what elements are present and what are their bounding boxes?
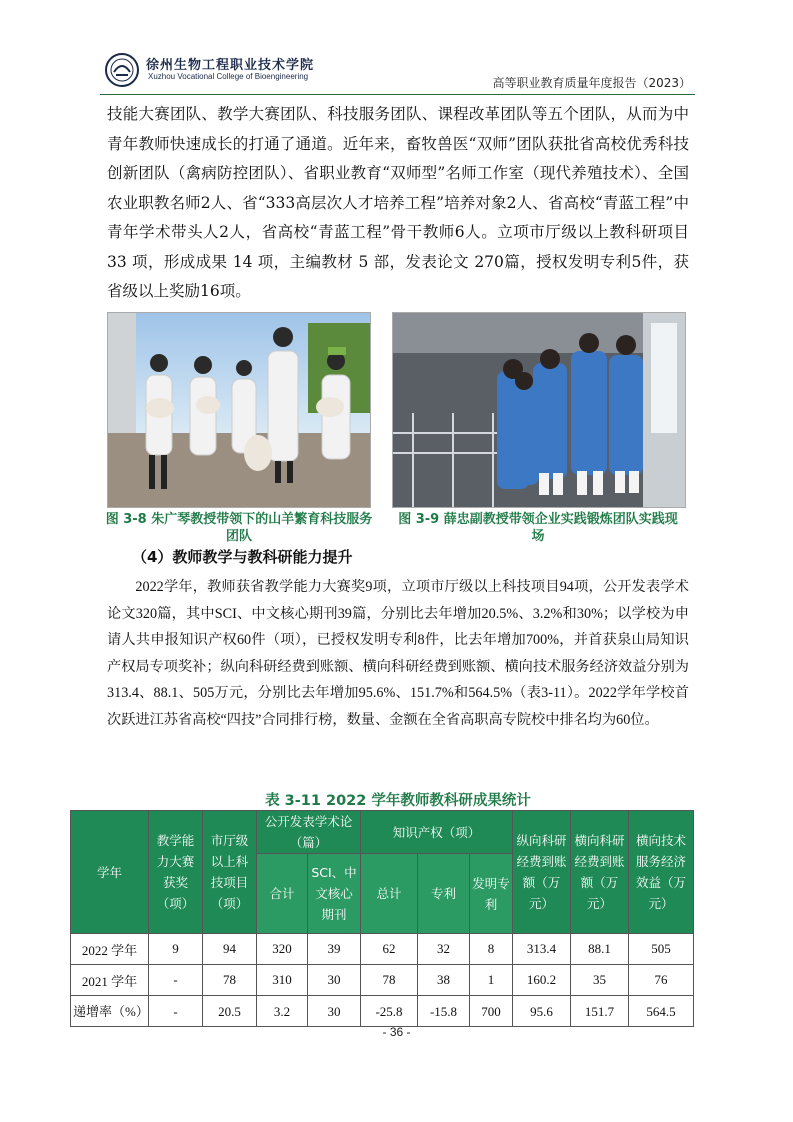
header-year: 学年 (71, 811, 149, 934)
figure-caption-3-9: 图 3-9 薛忠副教授带领企业实践锻炼团队实践现场 (398, 512, 678, 544)
header-papers-total: 合计 (257, 854, 308, 934)
cell-projects: 94 (203, 934, 257, 965)
cell-service: 76 (629, 965, 694, 996)
header-ip-total: 总计 (361, 854, 418, 934)
cell-ip-invention: 1 (470, 965, 513, 996)
cell-vertical: 313.4 (513, 934, 571, 965)
figure-caption-3-8: 图 3-8 朱广琴教授带领下的山羊繁育科技服务团队 (105, 512, 373, 544)
cell-year: 递增率（%） (71, 996, 149, 1027)
cell-papers-total: 320 (257, 934, 308, 965)
research-stats-table (70, 810, 694, 1027)
cell-ip-total: 78 (361, 965, 418, 996)
cell-projects: 78 (203, 965, 257, 996)
header-papers-group: 公开发表学术论（篇） (257, 811, 361, 854)
cell-ip-invention: 700 (470, 996, 513, 1027)
page-number: - 36 - (382, 1025, 411, 1039)
cell-ip-patent: 38 (418, 965, 470, 996)
table-title: 表 3-11 2022 学年教师教科研成果统计 (265, 793, 531, 809)
college-logo-icon (104, 52, 140, 88)
body-paragraph: 2022学年，教师获省教学能力大赛奖9项，立项市厅级以上科技项目94项，公开发表学术论文320篇，其中SCI、中文核心期刊39篇，分别比去年增加20.5%、3.2%和30%；以学校为申请人共申报知识产权60件（项），已授权发明专利8件，比去年增加700%，并首获泉山局知识产权局专项奖补；纵向科研经费到账额、横向科研经费到账额、横向技术服务经济效益分别为313.4、88.1、505万元，分别比去年增加95.6%、151.7%和564.5%（表3-11）。2022学年学校首次跃进江苏省高校“四技”合同排行榜，数量、金额在全省高职高专院校中排名均为60位。 (107, 579, 689, 728)
cell-service: 564.5 (629, 996, 694, 1027)
cell-vertical: 95.6 (513, 996, 571, 1027)
header-projects: 市厅级以上科技项目（项） (203, 811, 257, 934)
header-horizontal: 横向科研经费到账额（万元） (571, 811, 629, 934)
cell-award: - (149, 996, 203, 1027)
cell-papers-sci: 30 (308, 965, 361, 996)
cell-ip-patent: -15.8 (418, 996, 470, 1027)
table-row (71, 996, 694, 1027)
cell-ip-total: -25.8 (361, 996, 418, 1027)
cell-award: 9 (149, 934, 203, 965)
cell-ip-patent: 32 (418, 934, 470, 965)
figure-practice-team-photo (392, 312, 686, 508)
cell-papers-total: 310 (257, 965, 308, 996)
cell-horizontal: 35 (571, 965, 629, 996)
header-ip-group: 知识产权（项） (361, 811, 513, 854)
cell-vertical: 160.2 (513, 965, 571, 996)
school-name-cn: 徐州生物工程职业技术学院 (146, 58, 315, 73)
cell-papers-total: 3.2 (257, 996, 308, 1027)
table-row (71, 965, 694, 996)
header-ip-patent: 专利 (418, 854, 470, 934)
cell-award: - (149, 965, 203, 996)
section-heading: （4）教师教学与教科研能力提升 (132, 548, 353, 566)
report-title: 高等职业教育质量年度报告（2023） (492, 76, 691, 90)
header-service: 横向技术服务经济效益（万元） (629, 811, 694, 934)
figure-goat-team-photo (107, 312, 371, 508)
cell-horizontal: 151.7 (571, 996, 629, 1027)
cell-ip-invention: 8 (470, 934, 513, 965)
intro-paragraph: 技能大赛团队、教学大赛团队、科技服务团队、课程改革团队等五个团队，从而为中青年教师快速成长的打通了通道。近年来，畜牧兽医“双师”团队获批省高校优秀科技创新团队（禽病防控团队）、省职业教育“双师型”名师工作室（现代养殖技术）、全国农业职教名师2人、省“333高层次人才培养工程”培养对象2人、省高校“青蓝工程”中青年学术带头人2人，省高校“青蓝工程”骨干教师6人。立项市厅级以上教科研项目 33 项，形成成果 14 项，主编教材 5 部，发表论文 270篇，授权发明专利5件，获省级以上奖励16项。 (107, 105, 689, 300)
header-vertical: 纵向科研经费到账额（万元） (513, 811, 571, 934)
page-header (100, 52, 695, 94)
cell-year: 2021 学年 (71, 965, 149, 996)
header-award: 教学能力大赛获奖（项） (149, 811, 203, 934)
table-row (71, 934, 694, 965)
cell-service: 505 (629, 934, 694, 965)
cell-year: 2022 学年 (71, 934, 149, 965)
header-papers-sci: SCI、中文核心期刊 (308, 854, 361, 934)
cell-papers-sci: 39 (308, 934, 361, 965)
cell-projects: 20.5 (203, 996, 257, 1027)
cell-horizontal: 88.1 (571, 934, 629, 965)
header-ip-invention: 发明专利 (470, 854, 513, 934)
header-divider (100, 94, 695, 95)
cell-papers-sci: 30 (308, 996, 361, 1027)
school-name-en: Xuzhou Vocational College of Bioengineering (148, 72, 309, 81)
cell-ip-total: 62 (361, 934, 418, 965)
